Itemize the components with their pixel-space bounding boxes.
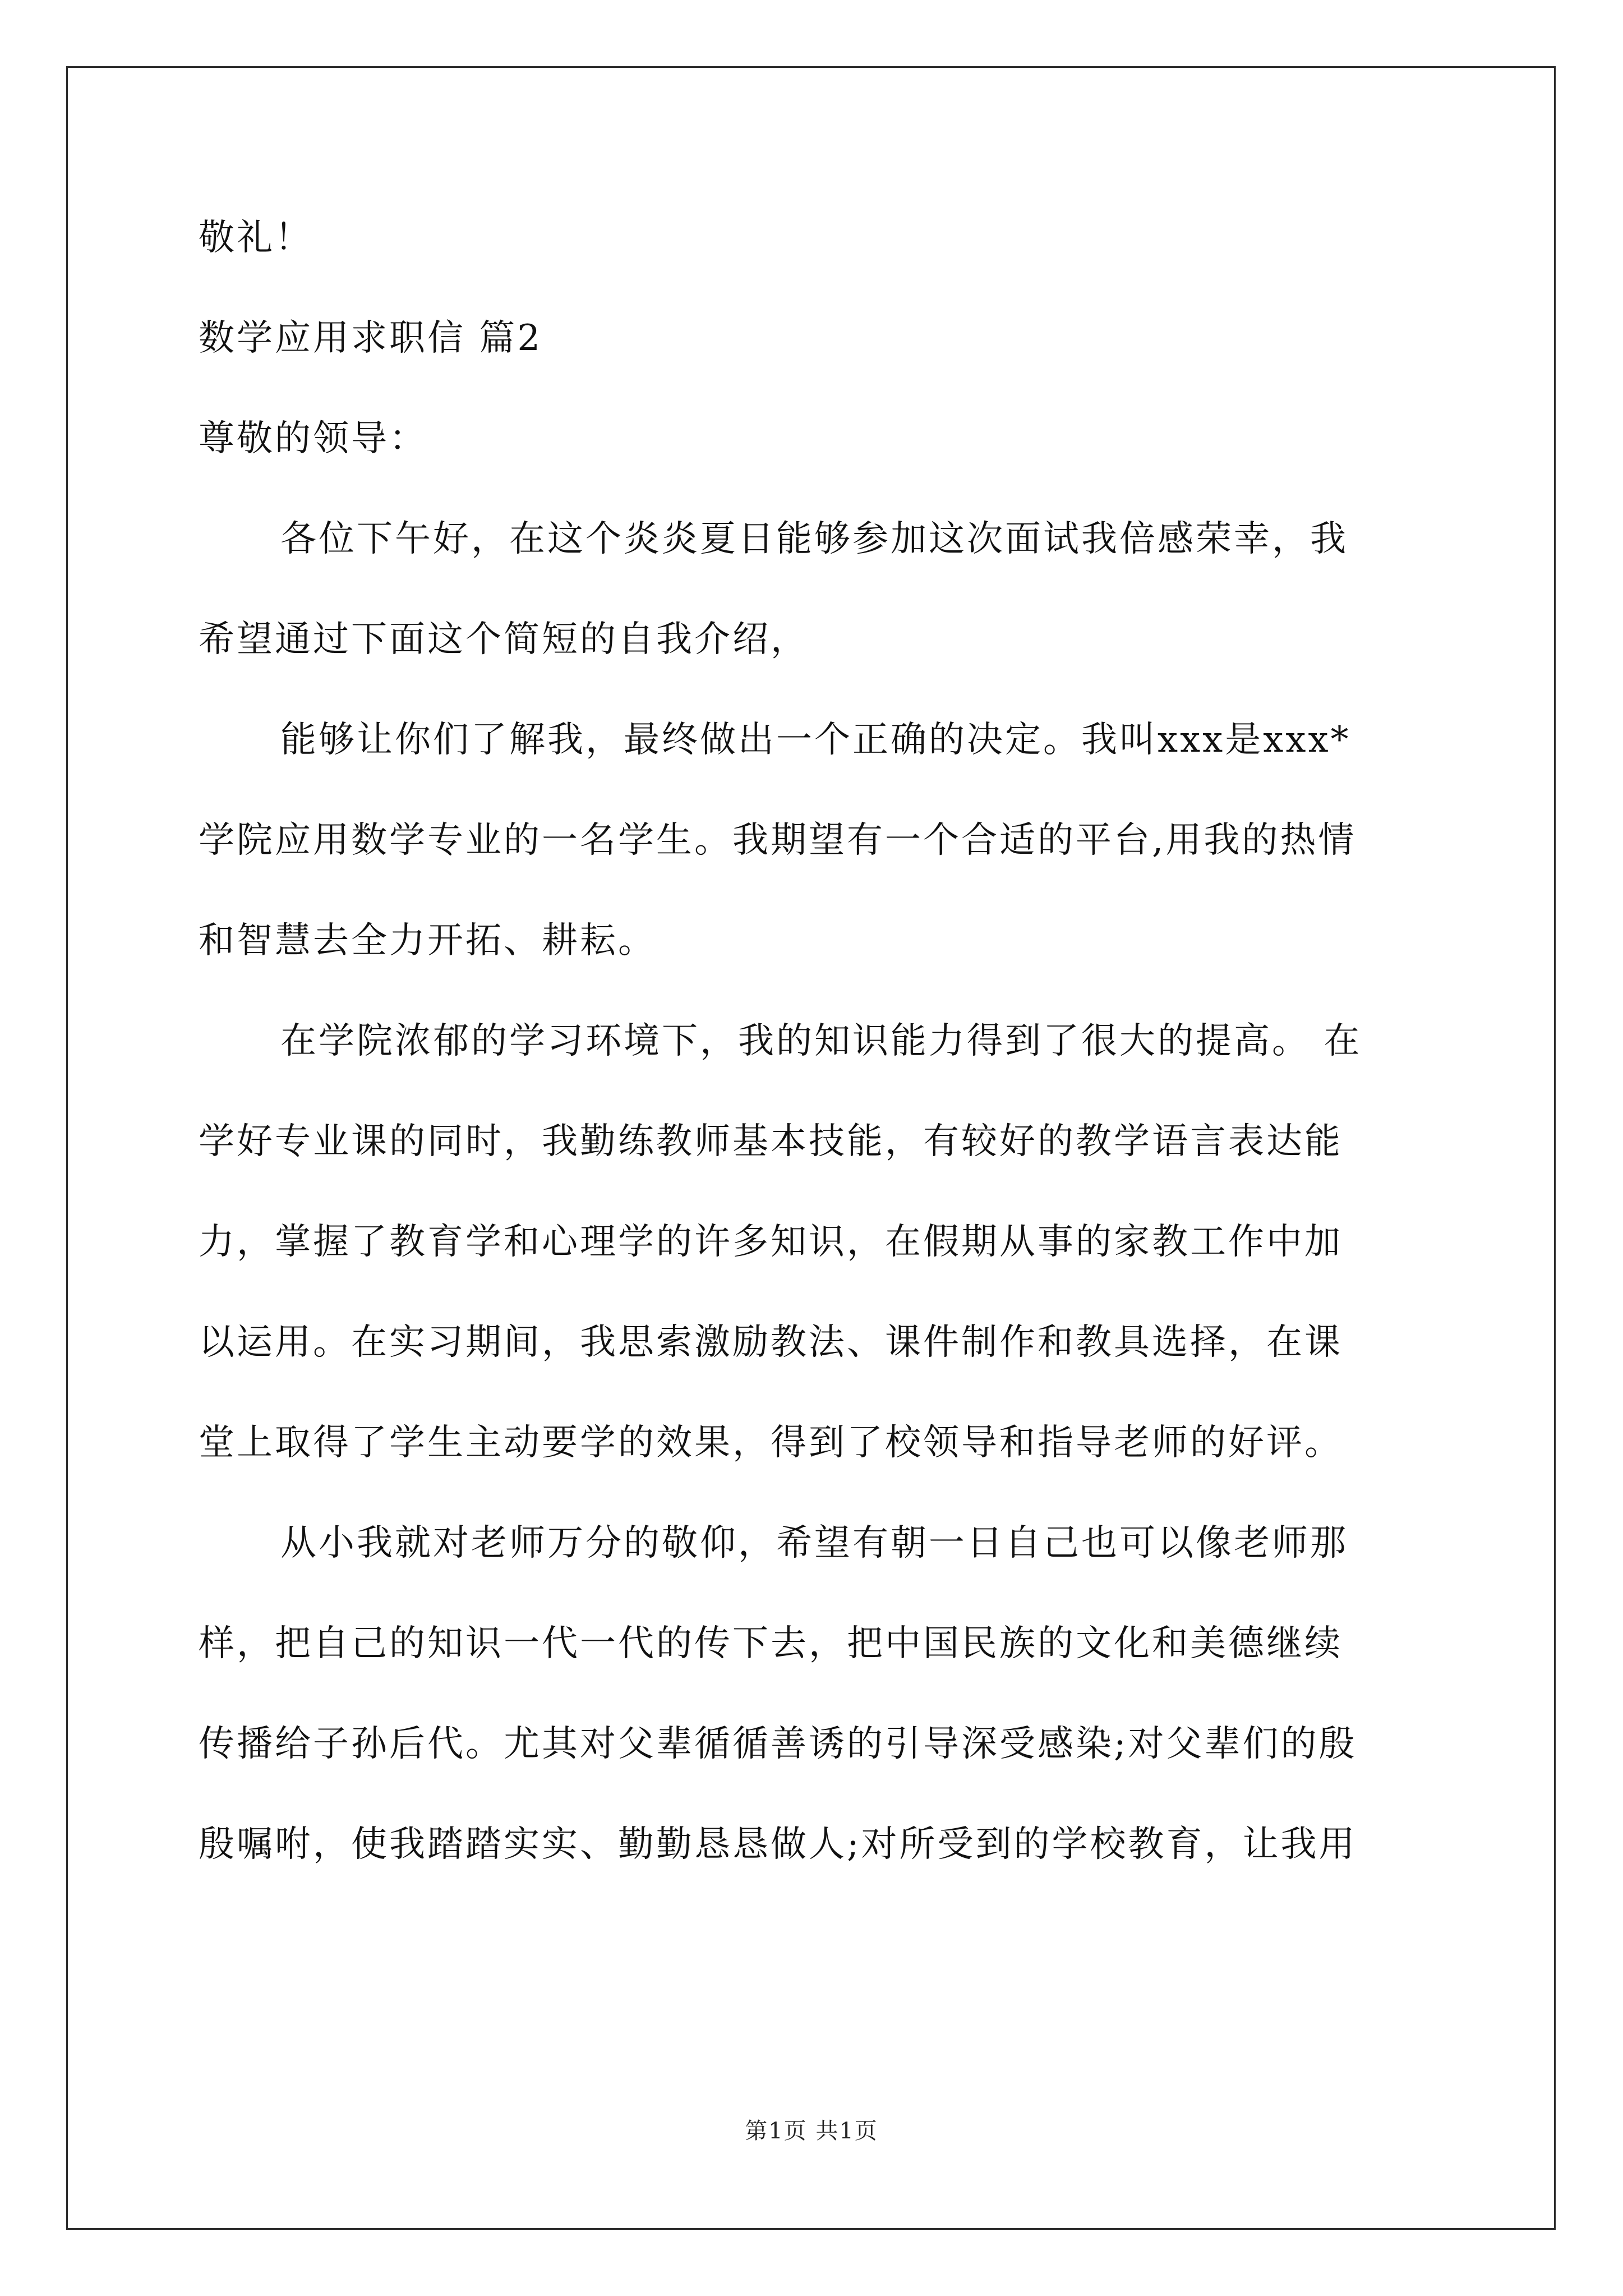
paragraph-1 bbox=[199, 514, 1428, 664]
paragraph-line: 学院应用数学专业的一名学生。我期望有一个合适的平台,用我的热情 bbox=[199, 820, 1357, 861]
paragraph-line: 和智慧去全力开拓、耕耘。 bbox=[199, 920, 656, 961]
paragraph-line: 学好专业课的同时，我勤练教师基本技能，有较好的教学语言表达能 bbox=[199, 1121, 1343, 1162]
paragraph-line: 从小我就对老师万分的敬仰，希望有朝一日自己也可以像老师那 bbox=[280, 1522, 1348, 1564]
paragraph-line: 希望通过下面这个简短的自我介绍， bbox=[199, 619, 809, 660]
paragraph-2 bbox=[199, 715, 1428, 965]
paragraph-line: 以运用。在实习期间，我思索激励教法、课件制作和教具选择，在课 bbox=[199, 1322, 1343, 1363]
paragraph-line: 传播给子孙后代。尤其对父辈循循善诱的引导深受感染;对父辈们的殷 bbox=[199, 1723, 1357, 1765]
paragraph-4 bbox=[199, 1519, 1428, 1869]
paragraph-line: 各位下午好，在这个炎炎夏日能够参加这次面试我倍感荣幸，我 bbox=[280, 518, 1348, 560]
salutation: 尊敬的领导： bbox=[199, 418, 427, 459]
paragraph-line: 样，把自己的知识一代一代的传下去，把中国民族的文化和美德继续 bbox=[199, 1623, 1343, 1664]
page-number-footer: 第1页 共1页 bbox=[745, 2118, 878, 2144]
paragraph-line: 在学院浓郁的学习环境下，我的知识能力得到了很大的提高。 在 bbox=[280, 1020, 1362, 1062]
document-body bbox=[199, 213, 1428, 1869]
paragraph-3 bbox=[199, 1016, 1428, 1467]
paragraph-line: 堂上取得了学生主动要学的效果，得到了校领导和指导老师的好评。 bbox=[199, 1422, 1343, 1464]
paragraph-line: 力，掌握了教育学和心理学的许多知识，在假期从事的家教工作中加 bbox=[199, 1221, 1343, 1263]
closing-line: 敬礼！ bbox=[199, 217, 313, 259]
paragraph-line: 殷嘱咐，使我踏踏实实、勤勤恳恳做人;对所受到的学校教育，让我用 bbox=[199, 1824, 1357, 1865]
paragraph-line: 能够让你们了解我，最终做出一个正确的决定。我叫xxx是xxx* bbox=[280, 719, 1351, 761]
section-title: 数学应用求职信 篇2 bbox=[199, 318, 543, 359]
